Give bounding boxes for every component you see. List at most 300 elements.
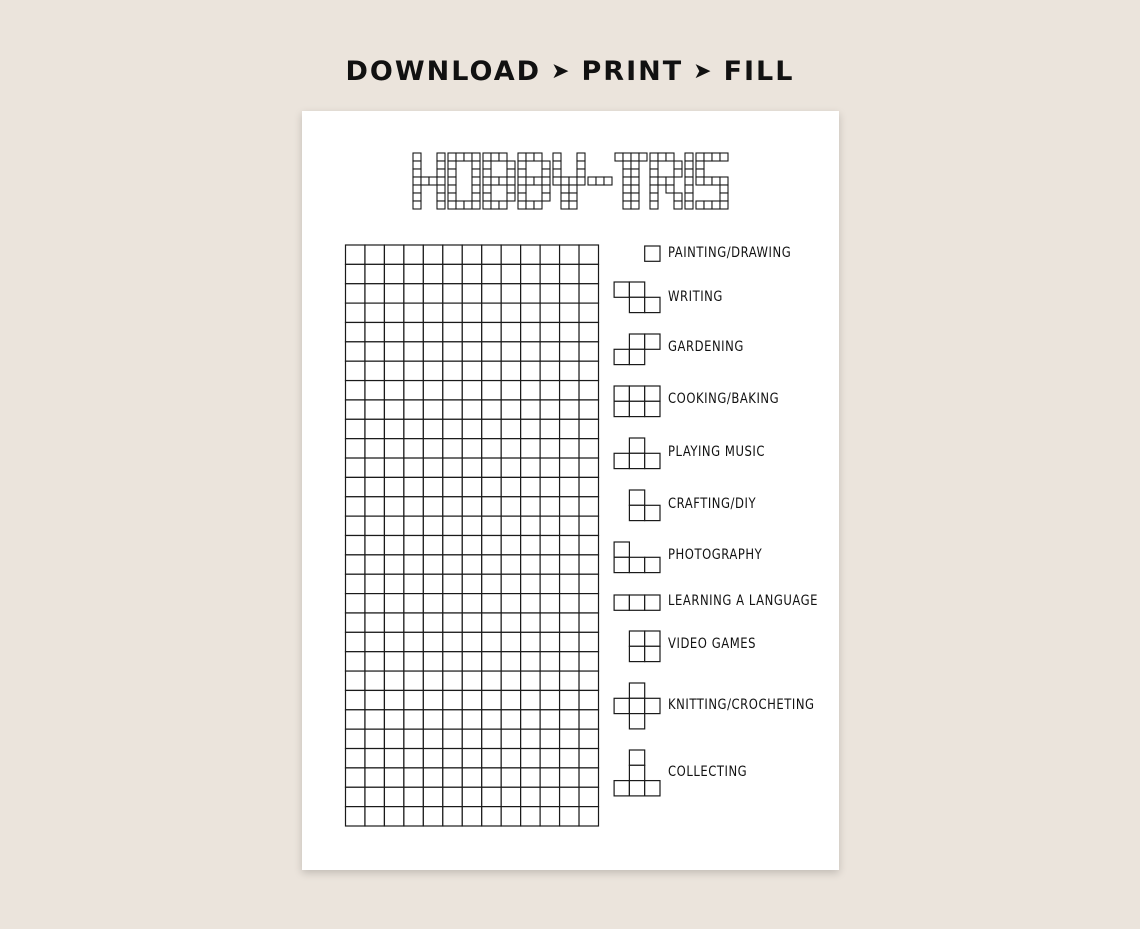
grid-cell — [365, 245, 384, 264]
grid-cell — [540, 361, 559, 380]
grid-cell — [384, 342, 403, 361]
grid-cell — [482, 458, 501, 477]
grid-cell — [404, 284, 423, 303]
grid-cell — [521, 690, 540, 709]
title-pixel — [631, 201, 639, 209]
title-pixel — [553, 177, 561, 185]
grid-cell — [521, 419, 540, 438]
grid-cell — [423, 361, 442, 380]
title-pixel — [712, 201, 720, 209]
grid-cell — [423, 632, 442, 651]
grid-cell — [346, 361, 365, 380]
o-tetromino-cell — [645, 631, 660, 646]
title-pixel — [448, 169, 456, 177]
grid-cell — [540, 342, 559, 361]
grid-cell — [501, 536, 520, 555]
grid-cell — [384, 264, 403, 283]
grid-cell — [346, 632, 365, 651]
title-pixel — [623, 169, 631, 177]
title-pixel — [526, 201, 534, 209]
grid-cell — [579, 477, 598, 496]
title-pixel — [437, 177, 445, 185]
grid-cell — [404, 264, 423, 283]
grid-cell — [521, 381, 540, 400]
grid-cell — [482, 361, 501, 380]
grid-cell — [501, 419, 520, 438]
grid-cell — [365, 671, 384, 690]
grid-cell — [501, 555, 520, 574]
title-pixel — [413, 201, 421, 209]
grid-cell — [521, 574, 540, 593]
title-pixel — [685, 193, 693, 201]
grid-cell — [404, 381, 423, 400]
grid-cell — [365, 536, 384, 555]
grid-cell — [482, 516, 501, 535]
grid-cell — [501, 749, 520, 768]
title-pixel — [437, 193, 445, 201]
grid-cell — [521, 400, 540, 419]
grid-cell — [365, 807, 384, 826]
grid-cell — [482, 652, 501, 671]
title-pixel — [542, 193, 550, 201]
grid-cell — [482, 284, 501, 303]
grid-cell — [540, 381, 559, 400]
grid-cell — [346, 729, 365, 748]
grid-cell — [346, 690, 365, 709]
grid-cell — [346, 555, 365, 574]
grid-cell — [579, 400, 598, 419]
grid-cell — [384, 322, 403, 341]
grid-cell — [365, 303, 384, 322]
title-pixel — [483, 201, 491, 209]
grid-cell — [540, 245, 559, 264]
l-tetromino-cell — [614, 542, 629, 557]
grid-cell — [521, 245, 540, 264]
grid-cell — [404, 439, 423, 458]
grid-cell — [560, 690, 579, 709]
grid-cell — [521, 458, 540, 477]
2x3-block-cell — [614, 401, 629, 416]
grid-cell — [579, 787, 598, 806]
legend-label-crafting-diy: CRAFTING/DIY — [668, 496, 757, 512]
title-pixel — [577, 177, 585, 185]
grid-cell — [579, 516, 598, 535]
grid-cell — [521, 477, 540, 496]
title-pixel — [696, 177, 704, 185]
grid-cell — [501, 613, 520, 632]
grid-cell — [540, 690, 559, 709]
grid-cell — [404, 477, 423, 496]
grid-cell — [346, 807, 365, 826]
grid-cell — [384, 536, 403, 555]
grid-cell — [579, 632, 598, 651]
2x3-block-cell — [645, 401, 660, 416]
grid-cell — [384, 613, 403, 632]
grid-cell — [443, 458, 462, 477]
grid-cell — [560, 400, 579, 419]
grid-cell — [540, 787, 559, 806]
title-pixel — [534, 153, 542, 161]
grid-cell — [423, 439, 442, 458]
grid-cell — [501, 264, 520, 283]
grid-cell — [346, 264, 365, 283]
title-pixel — [413, 161, 421, 169]
s-tetromino-cell — [614, 349, 629, 364]
title-pixel — [448, 161, 456, 169]
grid-cell — [560, 516, 579, 535]
grid-cell — [482, 381, 501, 400]
title-pixel — [704, 153, 712, 161]
title-pixel — [720, 177, 728, 185]
title-pixel — [577, 153, 585, 161]
title-pixel — [534, 177, 542, 185]
o-tetromino-cell — [645, 646, 660, 661]
title-pixel — [596, 177, 604, 185]
grid-cell — [540, 594, 559, 613]
grid-cell — [404, 536, 423, 555]
grid-cell — [521, 749, 540, 768]
grid-cell — [423, 613, 442, 632]
title-pixel — [413, 153, 421, 161]
grid-cell — [443, 710, 462, 729]
title-pixel — [542, 185, 550, 193]
grid-cell — [521, 322, 540, 341]
grid-cell — [540, 400, 559, 419]
grid-cell — [346, 516, 365, 535]
grid-cell — [365, 555, 384, 574]
legend-label-gardening: GARDENING — [668, 339, 744, 355]
title-pixel — [674, 169, 682, 177]
grid-cell — [482, 245, 501, 264]
title-pixel — [604, 177, 612, 185]
legend-label-knitting-crocheting: KNITTING/CROCHETING — [668, 697, 815, 713]
title-pixel — [650, 169, 658, 177]
grid-cell — [540, 807, 559, 826]
grid-cell — [423, 245, 442, 264]
grid-cell — [482, 594, 501, 613]
grid-cell — [579, 361, 598, 380]
grid-cell — [365, 652, 384, 671]
grid-cell — [384, 574, 403, 593]
small-l-cell — [629, 505, 644, 520]
legend-pieces — [614, 246, 660, 796]
grid-cell — [443, 322, 462, 341]
l-tetromino-cell — [614, 557, 629, 572]
title-pixel — [472, 153, 480, 161]
grid-cell — [462, 613, 481, 632]
t-tetromino-cell — [629, 438, 644, 453]
title-pixel — [553, 153, 561, 161]
grid-cell — [521, 787, 540, 806]
grid-cell — [462, 419, 481, 438]
grid-cell — [443, 690, 462, 709]
grid-cell — [540, 729, 559, 748]
grid-cell — [404, 303, 423, 322]
title-pixel — [569, 201, 577, 209]
grid-cell — [482, 768, 501, 787]
title-pixel — [631, 177, 639, 185]
grid-cell — [443, 419, 462, 438]
title-pixel — [518, 153, 526, 161]
title-pixel — [472, 161, 480, 169]
pixel-title-hobby-tris — [413, 153, 728, 209]
grid-cell — [501, 710, 520, 729]
title-pixel — [569, 177, 577, 185]
grid-cell — [482, 671, 501, 690]
grid-cell — [443, 787, 462, 806]
grid-cell — [521, 516, 540, 535]
title-pixel — [639, 153, 647, 161]
grid-cell — [579, 497, 598, 516]
arrow-right-icon: ➤ — [693, 59, 714, 84]
grid-cell — [521, 555, 540, 574]
title-pixel — [491, 201, 499, 209]
grid-cell — [462, 303, 481, 322]
grid-cell — [521, 710, 540, 729]
grid-cell — [384, 400, 403, 419]
grid-cell — [482, 555, 501, 574]
grid-cell — [540, 477, 559, 496]
grid-cell — [521, 439, 540, 458]
grid-cell — [560, 342, 579, 361]
legend-label-video-games: VIDEO GAMES — [668, 636, 757, 652]
grid-cell — [482, 439, 501, 458]
title-pixel — [696, 169, 704, 177]
grid-cell — [482, 613, 501, 632]
title-pixel — [666, 177, 674, 185]
title-pixel — [437, 169, 445, 177]
grid-cell — [423, 497, 442, 516]
grid-cell — [443, 497, 462, 516]
legend-label-collecting: COLLECTING — [668, 764, 748, 780]
title-pixel — [650, 177, 658, 185]
grid-cell — [462, 458, 481, 477]
grid-cell — [404, 516, 423, 535]
title-pixel — [623, 193, 631, 201]
grid-cell — [482, 710, 501, 729]
grid-cell — [462, 594, 481, 613]
title-pixel — [561, 201, 569, 209]
grid-cell — [443, 652, 462, 671]
grid-cell — [365, 516, 384, 535]
t-tetromino-cell — [645, 453, 660, 468]
grid-cell — [384, 710, 403, 729]
title-pixel — [518, 193, 526, 201]
title-pixel — [577, 161, 585, 169]
grid-cell — [501, 807, 520, 826]
title-pixel — [704, 177, 712, 185]
grid-cell — [560, 458, 579, 477]
grid-cell — [365, 613, 384, 632]
grid-cell — [482, 264, 501, 283]
title-pixel — [413, 193, 421, 201]
grid-cell — [540, 768, 559, 787]
plus-pentomino-cell — [645, 698, 660, 713]
grid-cell — [404, 342, 423, 361]
t-tetromino-cell — [629, 453, 644, 468]
grid-cell — [462, 555, 481, 574]
s-tetromino-cell — [645, 334, 660, 349]
grid-cell — [482, 342, 501, 361]
title-pixel — [666, 185, 674, 193]
grid-cell — [579, 690, 598, 709]
title-pixel — [631, 161, 639, 169]
small-l-cell — [645, 505, 660, 520]
grid-cell — [384, 381, 403, 400]
title-pixel — [518, 169, 526, 177]
2x3-block-cell — [645, 386, 660, 401]
grid-cell — [423, 555, 442, 574]
grid-cell — [462, 787, 481, 806]
single-square-cell — [645, 246, 660, 261]
grid-cell — [423, 652, 442, 671]
title-pixel — [472, 185, 480, 193]
grid-cell — [462, 807, 481, 826]
grid-cell — [404, 729, 423, 748]
grid-cell — [423, 729, 442, 748]
l-tetromino-cell — [629, 557, 644, 572]
grid-cell — [521, 284, 540, 303]
grid-cell — [501, 381, 520, 400]
grid-cell — [443, 516, 462, 535]
title-pixel — [631, 169, 639, 177]
title-pixel — [623, 201, 631, 209]
grid-cell — [501, 284, 520, 303]
grid-cell — [404, 749, 423, 768]
tall-l-cell — [629, 781, 644, 796]
grid-cell — [365, 419, 384, 438]
title-pixel — [569, 193, 577, 201]
grid-cell — [423, 381, 442, 400]
title-pixel — [413, 169, 421, 177]
title-pixel — [507, 161, 515, 169]
title-pixel — [483, 161, 491, 169]
grid-cell — [443, 303, 462, 322]
grid-cell — [443, 477, 462, 496]
title-pixel — [456, 201, 464, 209]
grid-cell — [540, 322, 559, 341]
grid-cell — [462, 652, 481, 671]
grid-cell — [365, 574, 384, 593]
grid-cell — [560, 497, 579, 516]
grid-cell — [501, 303, 520, 322]
grid-cell — [560, 284, 579, 303]
title-pixel — [413, 177, 421, 185]
grid-cell — [501, 516, 520, 535]
grid-cell — [579, 749, 598, 768]
grid-cell — [443, 749, 462, 768]
title-pixel — [448, 177, 456, 185]
i-triomino-cell — [629, 595, 644, 610]
title-pixel — [526, 153, 534, 161]
grid-cell — [423, 458, 442, 477]
grid-cell — [521, 594, 540, 613]
grid-cell — [579, 381, 598, 400]
grid-cell — [462, 439, 481, 458]
grid-cell — [462, 768, 481, 787]
title-pixel — [483, 185, 491, 193]
title-pixel — [685, 201, 693, 209]
grid-cell — [443, 555, 462, 574]
grid-cell — [443, 439, 462, 458]
banner-download-print-fill — [0, 56, 1140, 87]
title-pixel — [483, 153, 491, 161]
grid-cell — [346, 477, 365, 496]
grid-cell — [501, 400, 520, 419]
grid-cell — [346, 439, 365, 458]
title-pixel — [674, 201, 682, 209]
banner-step-fill: FILL — [723, 56, 795, 87]
grid-cell — [501, 361, 520, 380]
grid-cell — [365, 710, 384, 729]
title-pixel — [588, 177, 596, 185]
grid-cell — [521, 652, 540, 671]
worksheet-page — [302, 111, 839, 870]
grid-cell — [579, 342, 598, 361]
grid-cell — [384, 284, 403, 303]
grid-cell — [482, 477, 501, 496]
title-pixel — [448, 193, 456, 201]
title-pixel — [658, 177, 666, 185]
title-pixel — [704, 201, 712, 209]
grid-cell — [346, 574, 365, 593]
title-pixel — [472, 169, 480, 177]
grid-cell — [423, 749, 442, 768]
grid-cell — [560, 768, 579, 787]
grid-cell — [384, 671, 403, 690]
grid-cell — [540, 671, 559, 690]
tall-l-cell — [614, 781, 629, 796]
grid-cell — [384, 807, 403, 826]
grid-cell — [482, 787, 501, 806]
grid-cell — [423, 322, 442, 341]
grid-cell — [404, 400, 423, 419]
grid-cell — [423, 342, 442, 361]
grid-cell — [560, 303, 579, 322]
grid-cell — [443, 342, 462, 361]
grid-cell — [501, 690, 520, 709]
title-pixel — [615, 153, 623, 161]
grid-cell — [482, 729, 501, 748]
grid-cell — [521, 671, 540, 690]
z-tetromino-cell — [629, 282, 644, 297]
grid-cell — [521, 768, 540, 787]
grid-cell — [404, 690, 423, 709]
title-pixel — [561, 185, 569, 193]
title-pixel — [526, 177, 534, 185]
grid-cell — [346, 245, 365, 264]
tall-l-cell — [629, 765, 644, 780]
grid-cell — [365, 477, 384, 496]
grid-cell — [365, 787, 384, 806]
small-l-cell — [629, 490, 644, 505]
grid-cell — [540, 419, 559, 438]
grid-cell — [365, 690, 384, 709]
grid-cell — [560, 439, 579, 458]
title-pixel — [674, 161, 682, 169]
title-pixel — [464, 153, 472, 161]
title-pixel — [553, 161, 561, 169]
title-pixel — [456, 153, 464, 161]
grid-cell — [560, 652, 579, 671]
grid-cell — [384, 787, 403, 806]
grid-cell — [560, 322, 579, 341]
grid-cell — [521, 361, 540, 380]
title-pixel — [650, 193, 658, 201]
grid-cell — [404, 245, 423, 264]
grid-cell — [365, 632, 384, 651]
grid-cell — [404, 497, 423, 516]
